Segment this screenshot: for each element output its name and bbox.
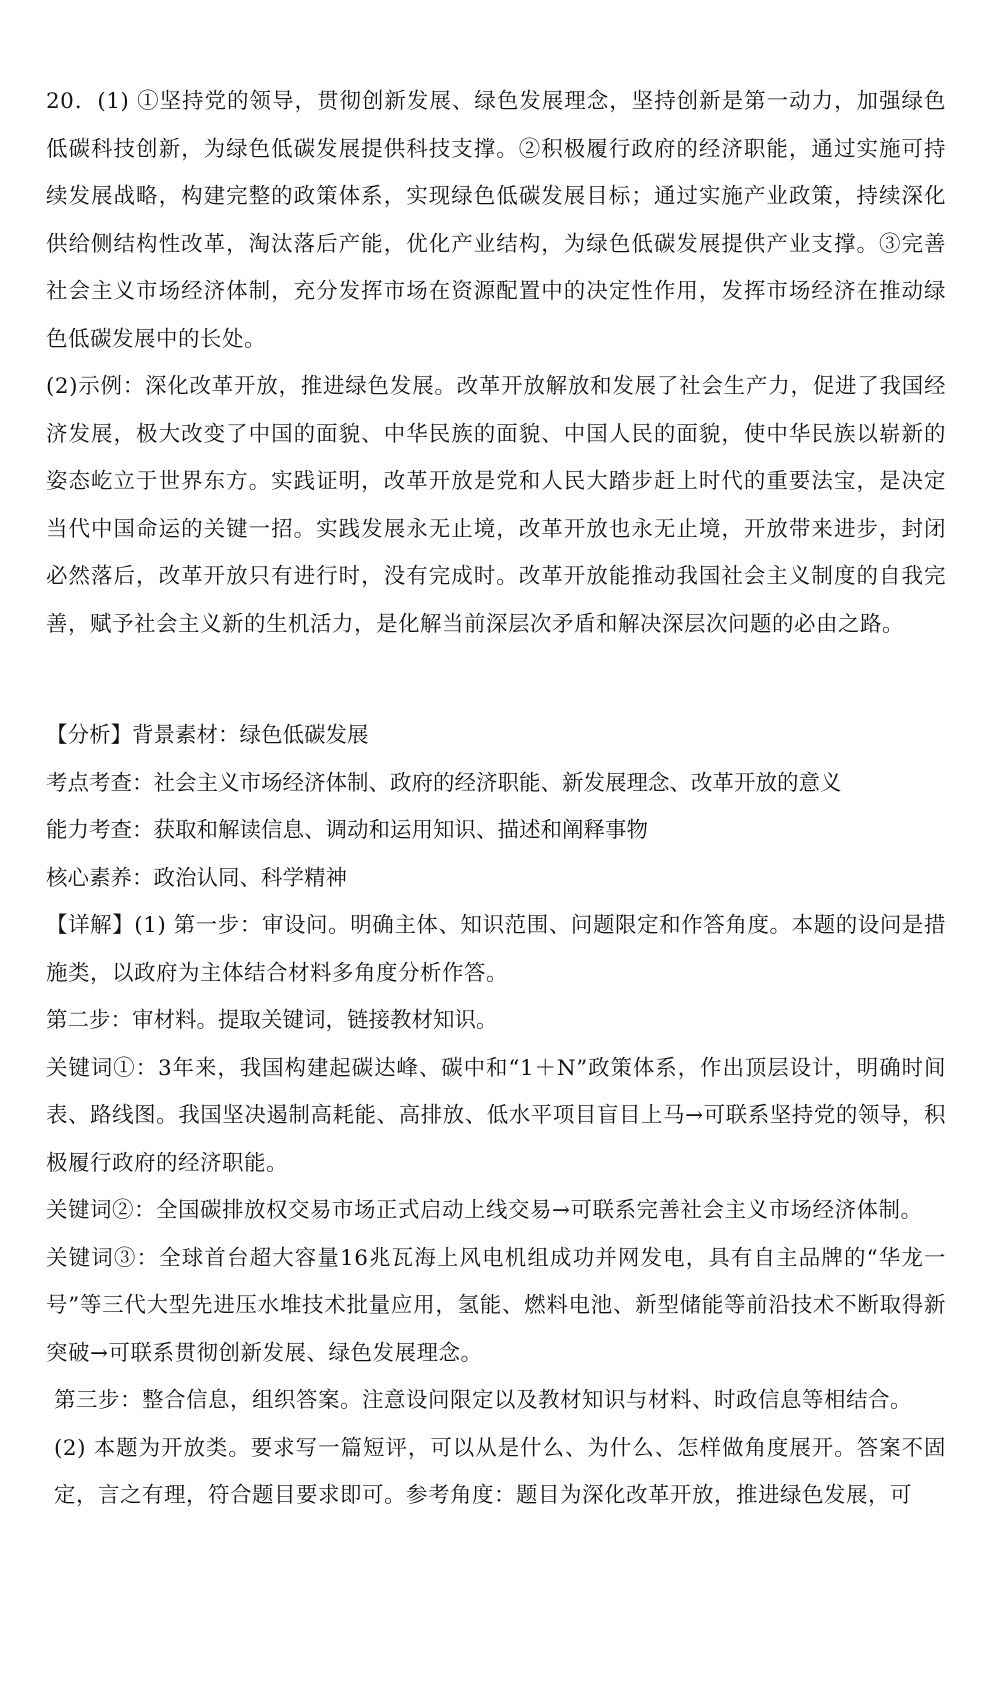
- analysis-literacy: 核心素养：政治认同、科学精神: [46, 865, 348, 891]
- detail-part-2: (2) 本题为开放类。要求写一篇短评，可以从是什么、为什么、怎样做角度展开。答案不固定，言之有理，符合题目要求即可。参考角度：题目为深化改革开放，推进绿色发展，可: [54, 1435, 946, 1508]
- answer-part-2: (2)示例：深化改革开放，推进绿色发展。改革开放解放和发展了社会生产力，促进了我国经济发展，极大改变了中国的面貌、中华民族的面貌、中国人民的面貌，使中华民族以崭新的姿态屹立于世界东方。实践证明，改革开放是党和人民大踏步赶上时代的重要法宝，是决定当代中国命运的关键一招。实践发展永无止境，改革开放也永无止境，开放带来进步，封闭必然落后，改革开放只有进行时，没有完成时。改革开放能推动我国社会主义制度的自我完善，赋予社会主义新的生机活力，是化解当前深层次矛盾和解决深层次问题的必由之路。: [46, 374, 946, 637]
- section-gap: [46, 648, 946, 712]
- detail-step-1: 【详解】(1) 第一步：审设问。明确主体、知识范围、问题限定和作答角度。本题的设问是措施类，以政府为主体结合材料多角度分析作答。: [46, 913, 946, 986]
- analysis-exam-points: 考点考查：社会主义市场经济体制、政府的经济职能、新发展理念、改革开放的意义: [46, 770, 842, 796]
- analysis-ability: 能力考查：获取和解读信息、调动和运用知识、描述和阐释事物: [46, 818, 649, 843]
- detail-keyword-2: 关键词②：全国碳排放权交易市场正式启动上线交易→可联系完善社会主义市场经济体制。: [46, 1198, 923, 1223]
- detail-keyword-3: 关键词③：全球首台超大容量16兆瓦海上风电机组成功并网发电，具有自主品牌的“华龙一号”等三代大型先进压水堆技术批量应用，氢能、燃料电池、新型储能等前沿技术不断取得新突破→可联系贯彻创新发展、绿色发展理念。: [46, 1245, 946, 1366]
- analysis-background: 【分析】背景素材：绿色低碳发展: [46, 723, 369, 748]
- answer-part-1: 20．(1) ①坚持党的领导，贯彻创新发展、绿色发展理念，坚持创新是第一动力，加强绿色低碳科技创新，为绿色低碳发展提供科技支撑。②积极履行政府的经济职能，通过实施可持续发展战略，构建完整的政策体系，实现绿色低碳发展目标；通过实施产业政策，持续深化供给侧结构性改革，淘汰落后产能，优化产业结构，为绿色低碳发展提供产业支撑。③完善社会主义市场经济体制，充分发挥市场在资源配置中的决定性作用，发挥市场经济在推动绿色低碳发展中的长处。: [46, 89, 946, 352]
- detail-step-3: 第三步：整合信息，组织答案。注意设问限定以及教材知识与材料、时政信息等相结合。: [54, 1388, 913, 1413]
- detail-keyword-1: 关键词①：3年来，我国构建起碳达峰、碳中和“1＋N”政策体系，作出顶层设计，明确时间表、路线图。我国坚决遏制高耗能、高排放、低水平项目盲目上马→可联系坚持党的领导，积极履行政府的经济职能。: [46, 1055, 946, 1176]
- document-page: [46, 78, 946, 1520]
- detail-step-2: 第二步：审材料。提取关键词，链接教材知识。: [46, 1008, 498, 1033]
